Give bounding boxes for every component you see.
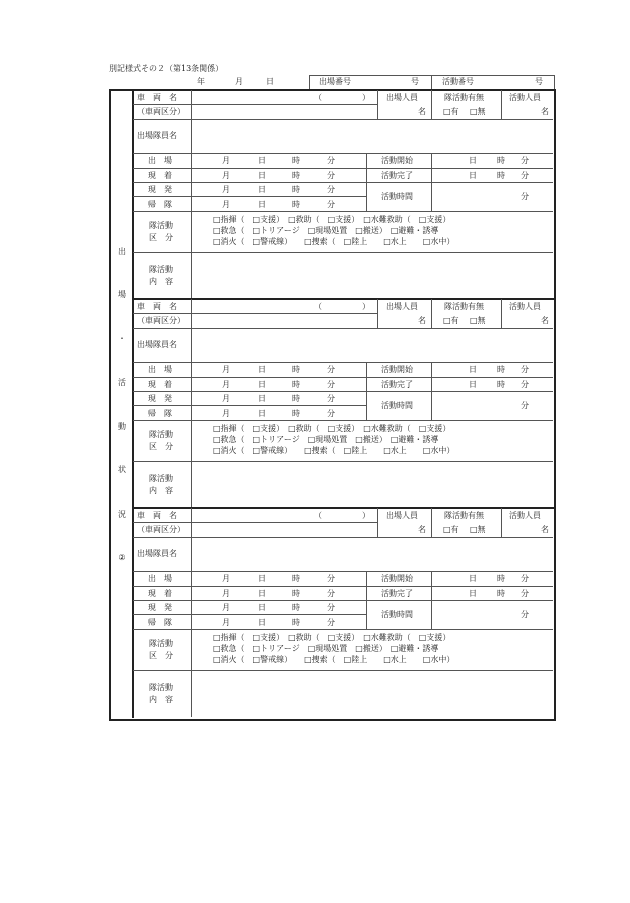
hour-field[interactable]: 時 xyxy=(292,170,300,180)
side-label-char: 場 xyxy=(118,290,126,299)
activity-staff-label: 活動人員 xyxy=(509,302,541,311)
end-hour-field[interactable]: 時 xyxy=(497,171,505,180)
activity-end-label: 活動完了 xyxy=(381,171,413,180)
day-field[interactable]: 日 xyxy=(258,588,266,598)
day-field[interactable]: 日 xyxy=(258,365,266,374)
minute-field[interactable]: 分 xyxy=(327,603,335,612)
category-checkbox-row[interactable]: □指揮（ □支援） □救助（ □支援） □水難救助（ □支援） xyxy=(213,215,451,224)
col-line xyxy=(431,299,432,328)
dispatch-staff-field[interactable]: 名 xyxy=(418,107,426,116)
day-field[interactable]: 日 xyxy=(258,617,266,627)
month-field[interactable]: 月 xyxy=(222,170,230,180)
year-label: 年 xyxy=(197,77,205,86)
category-label: 区 分 xyxy=(149,651,173,660)
start-day-field[interactable]: 日 xyxy=(469,365,477,374)
time-row-label: 現 発 xyxy=(148,185,172,194)
col-line xyxy=(501,508,502,537)
hour-field[interactable]: 時 xyxy=(292,603,300,612)
end-hour-field[interactable]: 時 xyxy=(497,589,505,598)
members-field[interactable] xyxy=(192,538,552,571)
content-label: 隊活動 xyxy=(149,265,173,274)
vehicle-name-field[interactable]: （ ） xyxy=(314,93,370,102)
row-line xyxy=(133,313,377,314)
dispatch-staff-label: 出場人員 xyxy=(386,511,418,520)
activity-staff-label: 活動人員 xyxy=(509,511,541,520)
minute-field[interactable]: 分 xyxy=(327,156,335,165)
category-label: 隊活動 xyxy=(149,639,173,648)
members-label: 出場隊員名 xyxy=(137,131,177,140)
minute-field[interactable]: 分 xyxy=(327,365,335,374)
activity-staff-field[interactable]: 名 xyxy=(541,525,549,534)
side-label-char: 出 xyxy=(118,247,126,256)
time-row-label: 帰 隊 xyxy=(148,408,172,418)
hour-field[interactable]: 時 xyxy=(292,617,300,627)
row-line xyxy=(133,211,553,212)
block-divider xyxy=(133,507,554,509)
start-day-field[interactable]: 日 xyxy=(469,574,477,583)
day-field[interactable]: 日 xyxy=(258,408,266,418)
month-field[interactable]: 月 xyxy=(222,588,230,598)
col-line xyxy=(501,90,502,119)
end-minute-field[interactable]: 分 xyxy=(521,589,529,598)
side-label-char: 動 xyxy=(118,422,126,431)
side-column-divider xyxy=(132,90,134,718)
category-checkbox-row[interactable]: □救急（ □トリアージ □現場処置 □搬送） □避難・誘導 xyxy=(213,644,439,653)
row-line xyxy=(133,600,553,601)
category-label: 区 分 xyxy=(149,442,173,451)
month-field[interactable]: 月 xyxy=(222,365,230,374)
minute-field[interactable]: 分 xyxy=(327,617,335,627)
vehicle-name-label: 車 両 名 xyxy=(137,93,177,102)
end-day-field[interactable]: 日 xyxy=(469,380,477,389)
hour-field[interactable]: 時 xyxy=(292,408,300,418)
row-line xyxy=(133,420,553,421)
hour-field[interactable]: 時 xyxy=(292,156,300,165)
row-line xyxy=(133,405,366,406)
category-checkbox-row[interactable]: □指揮（ □支援） □救助（ □支援） □水難救助（ □支援） xyxy=(213,633,451,642)
minute-field[interactable]: 分 xyxy=(327,588,335,598)
activity-time-field[interactable]: 分 xyxy=(521,610,529,619)
col-line xyxy=(431,508,432,537)
row-line xyxy=(133,377,553,378)
category-label: 隊活動 xyxy=(149,430,173,439)
day-field[interactable]: 日 xyxy=(258,379,266,389)
activity-content-field[interactable] xyxy=(192,253,552,298)
start-minute-field[interactable]: 分 xyxy=(521,365,529,374)
time-row-label: 現 発 xyxy=(148,603,172,612)
hour-field[interactable]: 時 xyxy=(292,365,300,374)
dispatch-number-label: 出場番号 xyxy=(319,77,351,86)
side-label-char: 活 xyxy=(118,378,126,387)
col-line xyxy=(377,90,378,119)
time-row-label: 現 着 xyxy=(148,170,172,180)
start-hour-field[interactable]: 時 xyxy=(497,574,505,583)
hour-field[interactable]: 時 xyxy=(292,185,300,194)
vehicle-name-field[interactable]: （ ） xyxy=(314,511,370,520)
block-divider xyxy=(133,298,554,300)
day-field[interactable]: 日 xyxy=(258,156,266,165)
activity-start-label: 活動開始 xyxy=(381,365,413,374)
time-row-label: 帰 隊 xyxy=(148,199,172,209)
activity-content-field[interactable] xyxy=(192,671,552,716)
activity-time-field[interactable]: 分 xyxy=(521,192,529,201)
divider xyxy=(431,75,432,89)
start-minute-field[interactable]: 分 xyxy=(521,156,529,165)
minute-field[interactable]: 分 xyxy=(327,185,335,194)
content-label: 内 容 xyxy=(149,277,173,286)
category-checkbox-row[interactable]: □消火（ □警戒線） □捜索（ □陸上 □水上 □水中） xyxy=(213,655,455,664)
start-hour-field[interactable]: 時 xyxy=(497,156,505,165)
time-row-label: 出 場 xyxy=(148,365,172,374)
vehicle-class-label: （車両区分） xyxy=(137,107,185,116)
vehicle-name-label: 車 両 名 xyxy=(137,302,177,311)
dispatch-staff-label: 出場人員 xyxy=(386,302,418,311)
vehicle-class-label: （車両区分） xyxy=(137,316,185,325)
day-field[interactable]: 日 xyxy=(258,199,266,209)
row-line xyxy=(133,153,553,154)
activity-start-label: 活動開始 xyxy=(381,156,413,165)
row-line xyxy=(133,391,553,392)
activity-staff-field[interactable]: 名 xyxy=(541,316,549,325)
content-label: 隊活動 xyxy=(149,683,173,692)
month-field[interactable]: 月 xyxy=(222,408,230,418)
activity-staff-field[interactable]: 名 xyxy=(541,107,549,116)
time-row-label: 現 発 xyxy=(148,394,172,403)
members-label: 出場隊員名 xyxy=(137,549,177,558)
row-line xyxy=(133,168,553,169)
activity-time-label: 活動時間 xyxy=(381,610,413,619)
start-hour-field[interactable]: 時 xyxy=(497,365,505,374)
activity-number-field[interactable]: 号 xyxy=(535,77,543,86)
category-checkbox-row[interactable]: □消火（ □警戒線） □捜索（ □陸上 □水上 □水中） xyxy=(213,237,455,246)
day-field[interactable]: 日 xyxy=(258,170,266,180)
month-field[interactable]: 月 xyxy=(222,379,230,389)
month-field[interactable]: 月 xyxy=(222,603,230,612)
yes-checkbox[interactable]: □有 xyxy=(443,107,459,116)
category-label: 区 分 xyxy=(149,233,173,242)
col-line xyxy=(377,299,378,328)
month-field[interactable]: 月 xyxy=(222,156,230,165)
col-line xyxy=(431,362,432,420)
no-checkbox[interactable]: □無 xyxy=(470,316,486,325)
col-line xyxy=(377,508,378,537)
dispatch-staff-field[interactable]: 名 xyxy=(418,316,426,325)
category-checkbox-row[interactable]: □指揮（ □支援） □救助（ □支援） □水難救助（ □支援） xyxy=(213,424,451,433)
activity-end-label: 活動完了 xyxy=(381,589,413,598)
day-field[interactable]: 日 xyxy=(258,574,266,583)
row-line xyxy=(133,629,553,630)
team-activity-label: 隊活動有無 xyxy=(444,511,484,520)
minute-field[interactable]: 分 xyxy=(327,379,335,389)
dispatch-number-field[interactable]: 号 xyxy=(411,77,419,86)
end-minute-field[interactable]: 分 xyxy=(521,380,529,389)
activity-start-label: 活動開始 xyxy=(381,574,413,583)
end-minute-field[interactable]: 分 xyxy=(521,171,529,180)
time-row-label: 現 着 xyxy=(148,379,172,389)
row-line xyxy=(133,104,377,105)
dispatch-staff-label: 出場人員 xyxy=(386,93,418,102)
time-row-label: 出 場 xyxy=(148,156,172,165)
activity-end-label: 活動完了 xyxy=(381,380,413,389)
hour-field[interactable]: 時 xyxy=(292,588,300,598)
row-line xyxy=(133,586,553,587)
side-label-char: ・ xyxy=(118,334,126,343)
form-title: 別記様式その２（第13条関係） xyxy=(109,64,224,73)
hour-field[interactable]: 時 xyxy=(292,394,300,403)
col-line xyxy=(366,153,367,211)
row-line xyxy=(133,182,553,183)
minute-field[interactable]: 分 xyxy=(327,394,335,403)
activity-time-label: 活動時間 xyxy=(381,192,413,201)
activity-number-label: 活動番号 xyxy=(442,77,474,86)
col-line xyxy=(431,571,432,629)
end-hour-field[interactable]: 時 xyxy=(497,380,505,389)
day-field[interactable]: 日 xyxy=(258,185,266,194)
category-checkbox-row[interactable]: □消火（ □警戒線） □捜索（ □陸上 □水上 □水中） xyxy=(213,446,455,455)
yes-checkbox[interactable]: □有 xyxy=(443,316,459,325)
month-label: 月 xyxy=(235,77,243,86)
hour-field[interactable]: 時 xyxy=(292,574,300,583)
content-label: 内 容 xyxy=(149,695,173,704)
activity-content-field[interactable] xyxy=(192,462,552,507)
minute-field[interactable]: 分 xyxy=(327,408,335,418)
activity-staff-label: 活動人員 xyxy=(509,93,541,102)
content-label: 内 容 xyxy=(149,486,173,495)
start-day-field[interactable]: 日 xyxy=(469,156,477,165)
members-field[interactable] xyxy=(192,329,552,362)
month-field[interactable]: 月 xyxy=(222,394,230,403)
members-label: 出場隊員名 xyxy=(137,340,177,349)
end-day-field[interactable]: 日 xyxy=(469,171,477,180)
hour-field[interactable]: 時 xyxy=(292,379,300,389)
side-label-char: 況 xyxy=(118,510,126,519)
col-line xyxy=(431,153,432,211)
row-line xyxy=(133,614,366,615)
yes-checkbox[interactable]: □有 xyxy=(443,525,459,534)
side-label-char: ② xyxy=(118,553,126,562)
minute-field[interactable]: 分 xyxy=(327,199,335,209)
day-field[interactable]: 日 xyxy=(258,394,266,403)
col-line xyxy=(366,571,367,629)
time-row-label: 帰 隊 xyxy=(148,617,172,627)
category-checkbox-row[interactable]: □救急（ □トリアージ □現場処置 □搬送） □避難・誘導 xyxy=(213,226,439,235)
month-field[interactable]: 月 xyxy=(222,199,230,209)
month-field[interactable]: 月 xyxy=(222,185,230,194)
day-field[interactable]: 日 xyxy=(258,603,266,612)
row-line xyxy=(133,362,553,363)
row-line xyxy=(133,571,553,572)
minute-field[interactable]: 分 xyxy=(327,574,335,583)
col-line xyxy=(501,299,502,328)
hour-field[interactable]: 時 xyxy=(292,199,300,209)
time-row-label: 現 着 xyxy=(148,588,172,598)
dispatch-staff-field[interactable]: 名 xyxy=(418,525,426,534)
category-label: 隊活動 xyxy=(149,221,173,230)
minute-field[interactable]: 分 xyxy=(327,170,335,180)
team-activity-label: 隊活動有無 xyxy=(444,93,484,102)
vehicle-name-field[interactable]: （ ） xyxy=(314,302,370,311)
no-checkbox[interactable]: □無 xyxy=(470,107,486,116)
members-field[interactable] xyxy=(192,120,552,153)
col-line xyxy=(366,362,367,420)
vehicle-class-label: （車両区分） xyxy=(137,525,185,534)
start-minute-field[interactable]: 分 xyxy=(521,574,529,583)
month-field[interactable]: 月 xyxy=(222,617,230,627)
content-label: 隊活動 xyxy=(149,474,173,483)
side-label-char: 状 xyxy=(118,465,126,474)
end-day-field[interactable]: 日 xyxy=(469,589,477,598)
category-checkbox-row[interactable]: □救急（ □トリアージ □現場処置 □搬送） □避難・誘導 xyxy=(213,435,439,444)
team-activity-label: 隊活動有無 xyxy=(444,302,484,311)
day-label: 日 xyxy=(266,77,274,86)
row-line xyxy=(133,196,366,197)
activity-time-label: 活動時間 xyxy=(381,401,413,410)
col-line xyxy=(431,90,432,119)
no-checkbox[interactable]: □無 xyxy=(470,525,486,534)
month-field[interactable]: 月 xyxy=(222,574,230,583)
row-line xyxy=(133,522,377,523)
vehicle-name-label: 車 両 名 xyxy=(137,511,177,520)
activity-time-field[interactable]: 分 xyxy=(521,401,529,410)
time-row-label: 出 場 xyxy=(148,574,172,583)
